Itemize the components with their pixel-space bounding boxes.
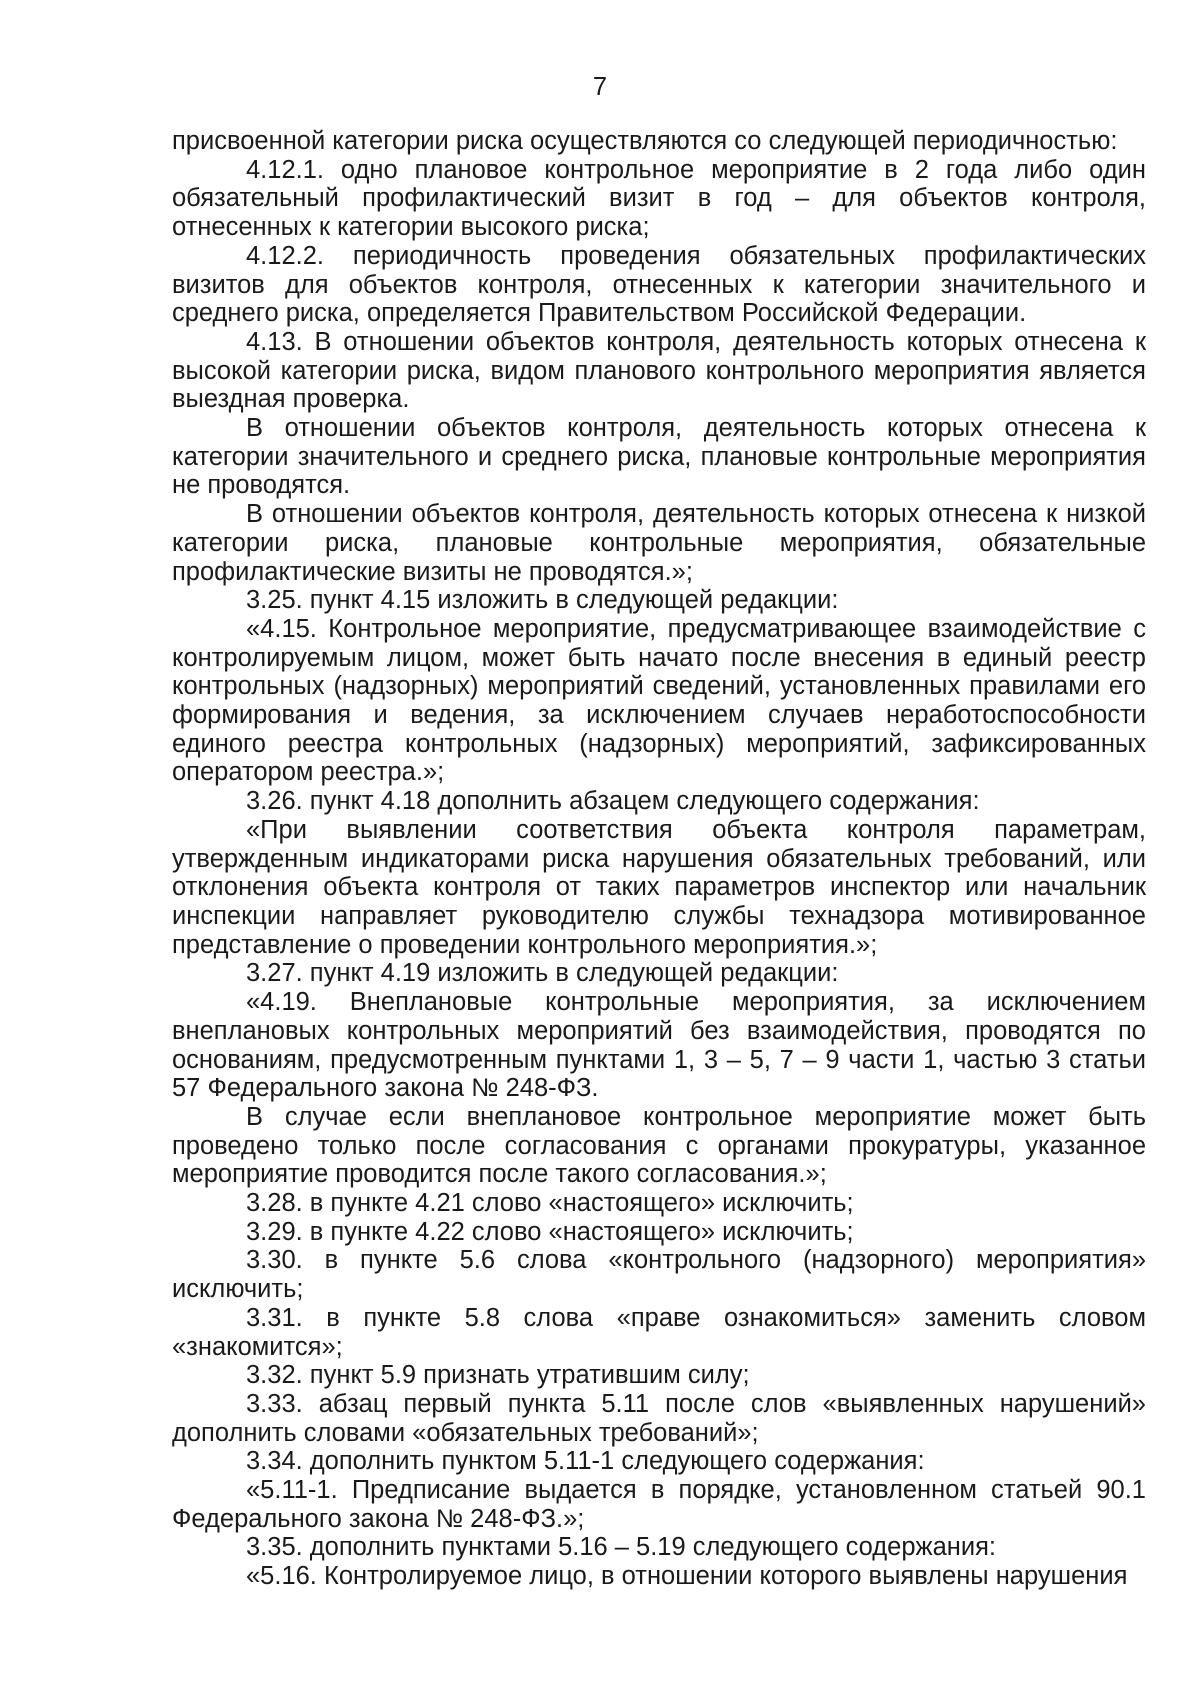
paragraph: 4.12.2. периодичность проведения обязательных профилактических визитов для объектов контроля, отнесенных к категории значительного и среднего риска, определяется Правительством Российской Федерации. bbox=[172, 241, 1146, 328]
paragraph: 3.25. пункт 4.15 изложить в следующей редакции: bbox=[246, 586, 839, 615]
paragraph: 3.32. пункт 5.9 признать утратившим силу; bbox=[246, 1361, 750, 1390]
paragraph: 3.35. дополнить пунктами 5.16 – 5.19 следующего содержания: bbox=[246, 1533, 997, 1562]
page-number: 7 bbox=[592, 73, 608, 101]
paragraph: 3.27. пункт 4.19 изложить в следующей редакции: bbox=[246, 959, 839, 988]
paragraph: В отношении объектов контроля, деятельность которых отнесена к категории значительного и среднего риска, плановые контрольные мероприятия не проводятся. bbox=[172, 414, 1146, 500]
paragraph: «При выявлении соответствия объекта контроля параметрам, утвержденным индикаторами риска нарушения обязательных требований, или отклонения объекта контроля от таких параметров инспектор или начальник инспекции направляет руководителю службы технадзора мотивированное представление о проведении контрольного мероприятия.»; bbox=[172, 815, 1146, 959]
paragraph: В случае если внеплановое контрольное мероприятие может быть проведено только после согласования с органами прокуратуры, указанное мероприятие проводится после такого согласования.»; bbox=[172, 1102, 1146, 1189]
paragraph: 3.26. пункт 4.18 дополнить абзацем следующего содержания: bbox=[246, 787, 980, 816]
paragraph: «5.11-1. Предписание выдается в порядке, установленном статьей 90.1 Федерального закона № 248-ФЗ.»; bbox=[172, 1476, 1146, 1533]
paragraph: «5.16. Контролируемое лицо, в отношении которого выявлены нарушения bbox=[246, 1562, 1128, 1591]
paragraph: В отношении объектов контроля, деятельность которых отнесена к низкой категории риска, плановые контрольные мероприятия, обязательные профилактические визиты не проводятся.»; bbox=[172, 500, 1146, 586]
paragraph: 3.29. в пункте 4.22 слово «настоящего» исключить; bbox=[246, 1217, 854, 1246]
paragraph: 3.30. в пункте 5.6 слова «контрольного (надзорного) мероприятия» исключить; bbox=[172, 1246, 1146, 1304]
paragraph: присвоенной категории риска осуществляются со следующей периодичностью: bbox=[172, 127, 1118, 155]
paragraph: 3.34. дополнить пунктом 5.11-1 следующего содержания: bbox=[246, 1447, 925, 1476]
paragraph: 3.33. абзац первый пункта 5.11 после слов «выявленных нарушений» дополнить словами «обязательных требований»; bbox=[172, 1389, 1146, 1447]
document-body bbox=[172, 127, 1146, 1591]
paragraph: 4.12.1. одно плановое контрольное мероприятие в 2 года либо один обязательный профилактический визит в год – для объектов контроля, отнесенных к категории высокого риска; bbox=[172, 155, 1146, 242]
paragraph: «4.15. Контрольное мероприятие, предусматривающее взаимодействие с контролируемым лицом, может быть начато после внесения в единый реестр контрольных (надзорных) мероприятий сведений, установленных правилами его формирования и ведения, за исключением случаев неработоспособности единого реестра контрольных (надзорных) мероприятий, зафиксированных оператором реестра.»; bbox=[172, 614, 1146, 787]
paragraph: 3.28. в пункте 4.21 слово «настоящего» исключить; bbox=[246, 1189, 854, 1218]
paragraph: «4.19. Внеплановые контрольные мероприятия, за исключением внеплановых контрольных мероприятий без взаимодействия, проводятся по основаниям, предусмотренным пунктами 1, 3 – 5, 7 – 9 части 1, частью 3 статьи 57 Федерального закона № 248-ФЗ. bbox=[172, 988, 1146, 1103]
paragraph: 3.31. в пункте 5.8 слова «праве ознакомиться» заменить словом «знакомится»; bbox=[172, 1303, 1146, 1361]
paragraph: 4.13. В отношении объектов контроля, деятельность которых отнесена к высокой категории риска, видом планового контрольного мероприятия является выездная проверка. bbox=[172, 327, 1146, 414]
